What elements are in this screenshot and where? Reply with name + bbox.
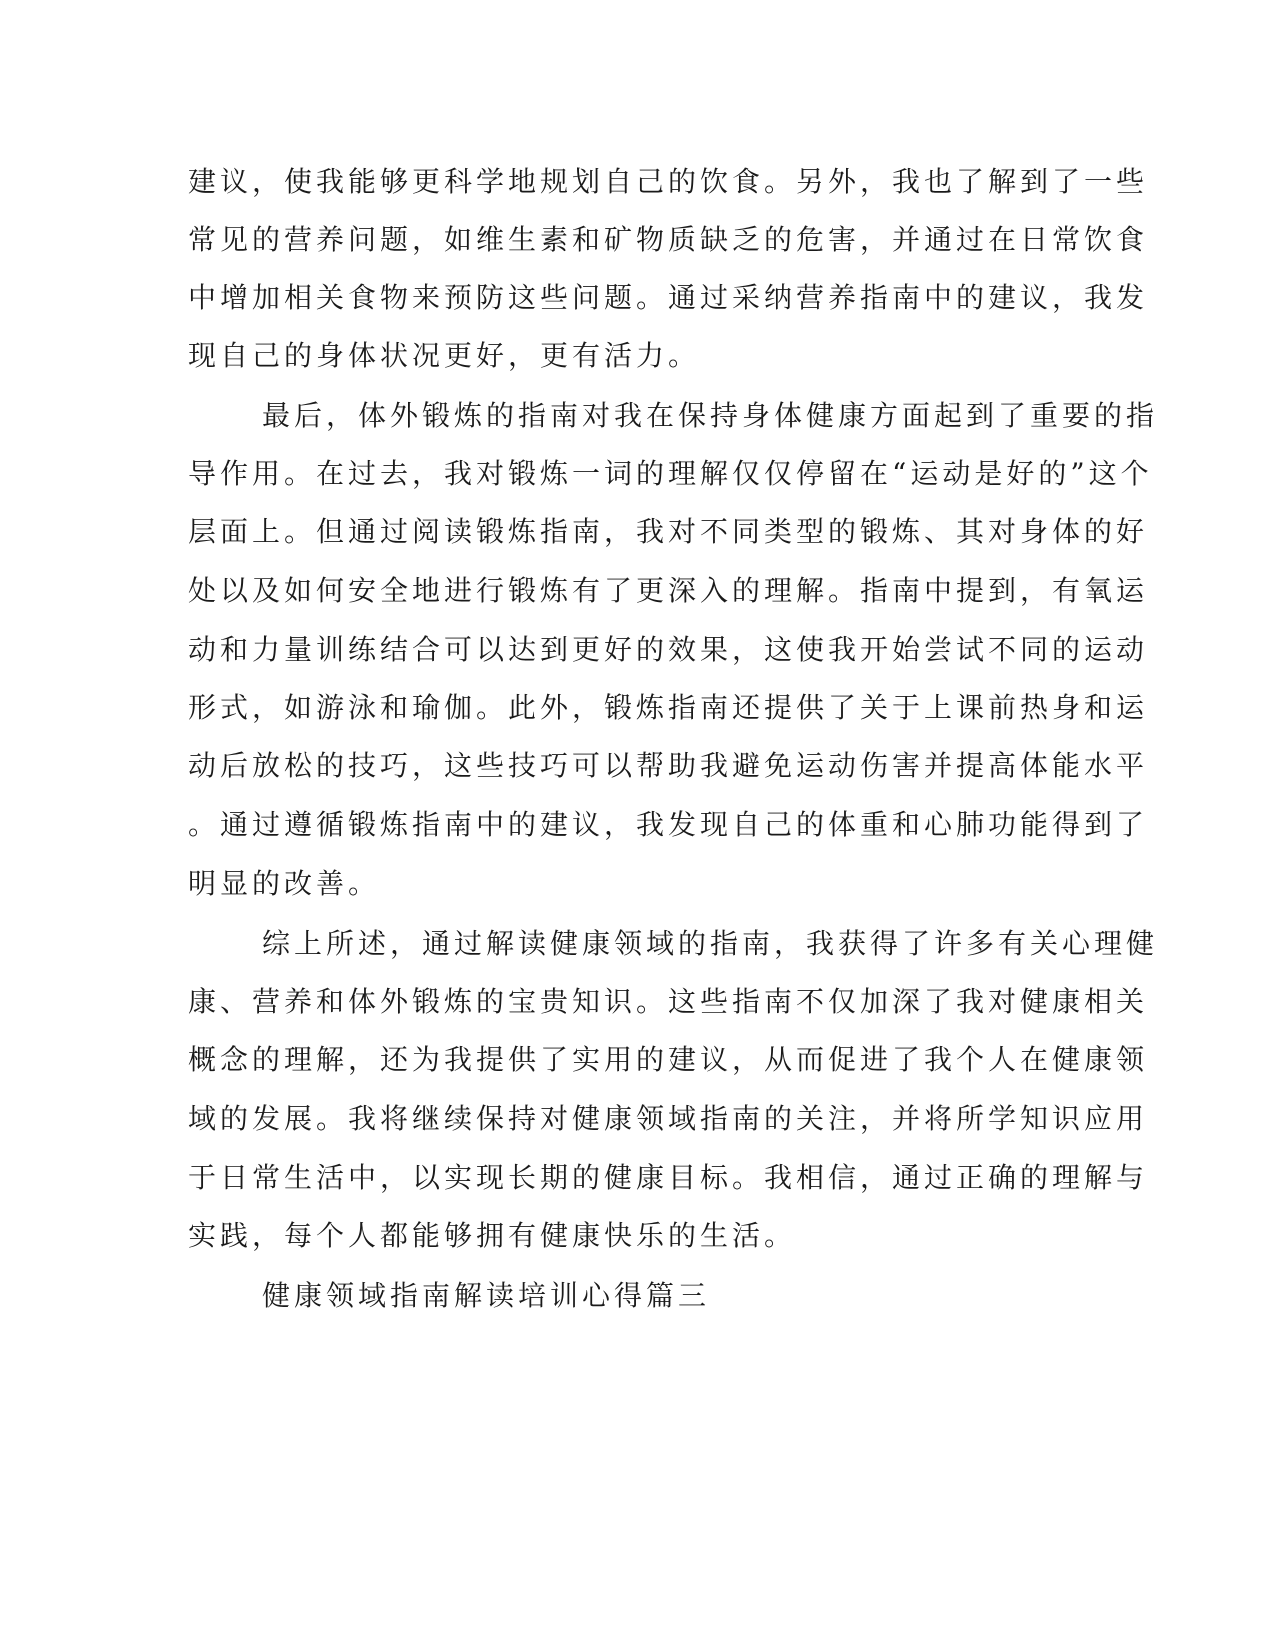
paragraph-line: 现自己的身体状况更好，更有活力。: [188, 339, 701, 372]
paragraph-line: 康、营养和体外锻炼的宝贵知识。这些指南不仅加深了我对健康相关: [188, 985, 1149, 1018]
paragraph-line: 处以及如何安全地进行锻炼有了更深入的理解。指南中提到，有氧运: [188, 574, 1149, 607]
paragraph-line: 综上所述，通过解读健康领域的指南，我获得了许多有关心理健: [262, 927, 1159, 960]
paragraph-line: 中增加相关食物来预防这些问题。通过采纳营养指南中的建议，我发: [188, 281, 1149, 314]
paragraph-line: 域的发展。我将继续保持对健康领域指南的关注，并将所学知识应用: [188, 1102, 1149, 1135]
paragraph-line: 明显的改善。: [188, 867, 381, 900]
paragraph-line: 层面上。但通过阅读锻炼指南，我对不同类型的锻炼、其对身体的好: [188, 515, 1149, 548]
paragraph-line: 最后，体外锻炼的指南对我在保持身体健康方面起到了重要的指: [262, 399, 1159, 432]
section-heading: 健康领域指南解读培训心得篇三: [262, 1279, 711, 1312]
paragraph-line: 。通过遵循锻炼指南中的建议，我发现自己的体重和心肺功能得到了: [188, 808, 1149, 841]
paragraph-line: 动和力量训练结合可以达到更好的效果，这使我开始尝试不同的运动: [188, 633, 1149, 666]
paragraph-line: 常见的营养问题，如维生素和矿物质缺乏的危害，并通过在日常饮食: [188, 223, 1149, 256]
paragraph-line: 导作用。在过去，我对锻炼一词的理解仅仅停留在“运动是好的”这个: [188, 457, 1153, 490]
paragraph-line: 动后放松的技巧，这些技巧可以帮助我避免运动伤害并提高体能水平: [188, 749, 1149, 782]
paragraph-line: 概念的理解，还为我提供了实用的建议，从而促进了我个人在健康领: [188, 1043, 1149, 1076]
paragraph-line: 于日常生活中，以实现长期的健康目标。我相信，通过正确的理解与: [188, 1161, 1149, 1194]
paragraph-line: 实践，每个人都能够拥有健康快乐的生活。: [188, 1219, 797, 1252]
paragraph-line: 形式，如游泳和瑜伽。此外，锻炼指南还提供了关于上课前热身和运: [188, 691, 1149, 724]
paragraph-line: 建议，使我能够更科学地规划自己的饮食。另外，我也了解到了一些: [188, 165, 1149, 198]
